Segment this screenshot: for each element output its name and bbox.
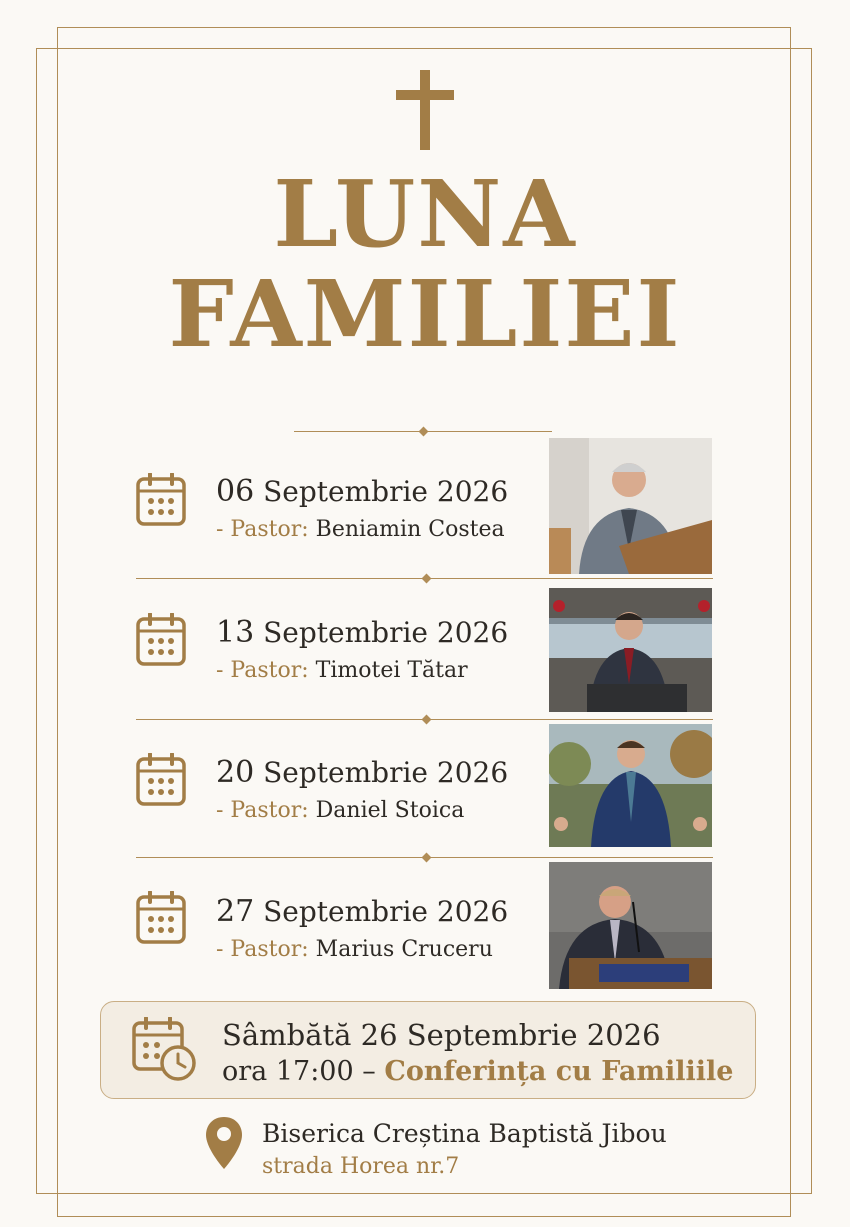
event-month-year: Septembrie 2026 xyxy=(263,756,509,789)
event-date xyxy=(216,755,508,790)
pastor-label: - Pastor: xyxy=(216,517,309,542)
event-month-year: Septembrie 2026 xyxy=(263,475,509,508)
pastor-photo xyxy=(549,862,712,989)
pastor-name: Timotei Tătar xyxy=(315,658,468,683)
pastor-label: - Pastor: xyxy=(216,937,309,962)
pastor-name: Marius Cruceru xyxy=(315,937,493,962)
event-pastor xyxy=(216,937,493,962)
pastor-photo xyxy=(549,438,712,574)
event-day: 20 xyxy=(216,755,255,790)
event-month-year: Septembrie 2026 xyxy=(263,616,509,649)
event-date xyxy=(216,894,508,929)
pastor-name: Beniamin Costea xyxy=(315,517,505,542)
event-pastor xyxy=(216,517,505,542)
title-line-2: FAMILIEI xyxy=(168,260,682,368)
conference-name: Conferința cu Familiile xyxy=(384,1056,734,1087)
conference-date: Sâmbătă 26 Septembrie 2026 xyxy=(222,1018,661,1052)
conference-details xyxy=(222,1056,733,1087)
pastor-label: - Pastor: xyxy=(216,798,309,823)
calendar-icon xyxy=(136,753,186,807)
street-address: strada Horea nr.7 xyxy=(262,1154,460,1179)
pastor-photo xyxy=(549,724,712,847)
conference-time: ora 17:00 – xyxy=(222,1056,376,1087)
location-pin-icon xyxy=(204,1115,244,1171)
pastor-label: - Pastor: xyxy=(216,658,309,683)
event-pastor xyxy=(216,798,464,823)
calendar-icon xyxy=(136,613,186,667)
event-date xyxy=(216,615,508,650)
event-pastor xyxy=(216,658,468,683)
calendar-clock-icon xyxy=(132,1017,198,1083)
event-day: 13 xyxy=(216,615,255,650)
pastor-photo xyxy=(549,588,712,712)
calendar-icon xyxy=(136,473,186,527)
calendar-icon xyxy=(136,891,186,945)
title-line-1: LUNA xyxy=(273,160,577,268)
cross-icon xyxy=(396,70,456,150)
church-name: Biserica Creștina Baptistă Jibou xyxy=(262,1119,667,1148)
event-day: 27 xyxy=(216,894,255,929)
pastor-name: Daniel Stoica xyxy=(315,798,465,823)
event-month-year: Septembrie 2026 xyxy=(263,895,509,928)
event-date xyxy=(216,474,508,509)
event-day: 06 xyxy=(216,474,255,509)
